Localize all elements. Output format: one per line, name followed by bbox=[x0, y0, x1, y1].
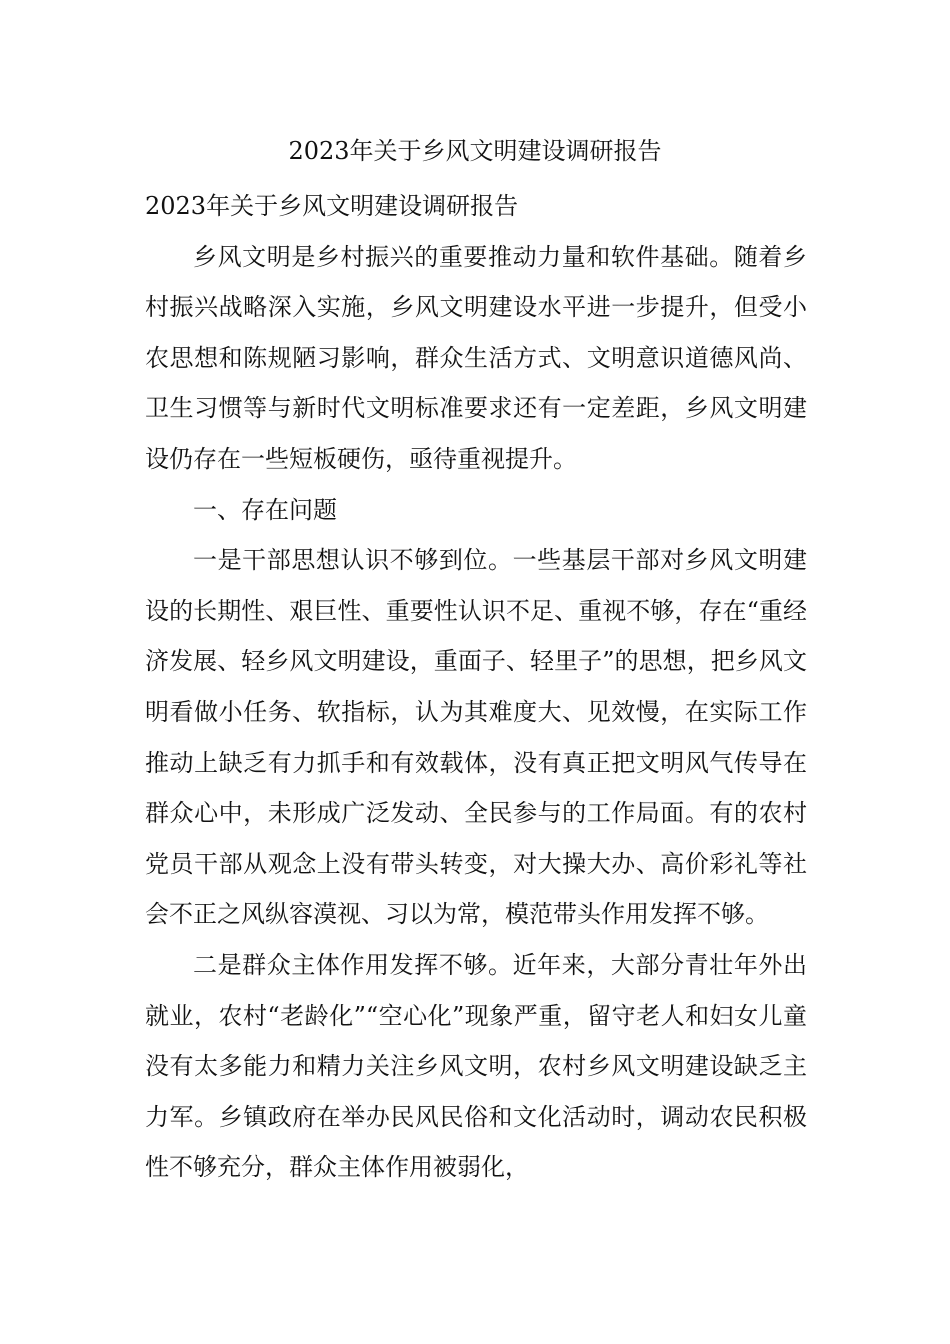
paragraph-intro: 乡风文明是乡村振兴的重要推动力量和软件基础。随着乡村振兴战略深入实施，乡风文明建设水平进一步提升，但受小农思想和陈规陋习影响，群众生活方式、文明意识道德风尚、卫生习惯等与新时代文明标准要求还有一定差距，乡风文明建设仍存在一些短板硬伤，亟待重视提升。 bbox=[145, 242, 807, 473]
document-title: 2023年关于乡风文明建设调研报告 bbox=[288, 137, 662, 165]
section-heading-problems: 一、存在问题 bbox=[193, 495, 337, 524]
document-body bbox=[145, 181, 807, 1193]
document-subtitle: 2023年关于乡风文明建设调研报告 bbox=[145, 192, 519, 220]
paragraph-problem-2: 二是群众主体作用发挥不够。近年来，大部分青壮年外出就业，农村“老龄化”“空心化”现象严重，留守老人和妇女儿童没有太多能力和精力关注乡风文明，农村乡风文明建设缺乏主力军。乡镇政府在举办民风民俗和文化活动时，调动农民积极性不够充分，群众主体作用被弱化， bbox=[145, 950, 807, 1182]
paragraph-problem-1: 一是干部思想认识不够到位。一些基层干部对乡风文明建设的长期性、艰巨性、重要性认识不足、重视不够，存在“重经济发展、轻乡风文明建设，重面子、轻里子”的思想，把乡风文明看做小任务、软指标，认为其难度大、见效慢，在实际工作推动上缺乏有力抓手和有效载体，没有真正把文明风气传导在群众心中，未形成广泛发动、全民参与的工作局面。有的农村党员干部从观念上没有带头转变，对大操大办、高价彩礼等社会不正之风纵容漠视、习以为常，模范带头作用发挥不够。 bbox=[145, 546, 807, 929]
